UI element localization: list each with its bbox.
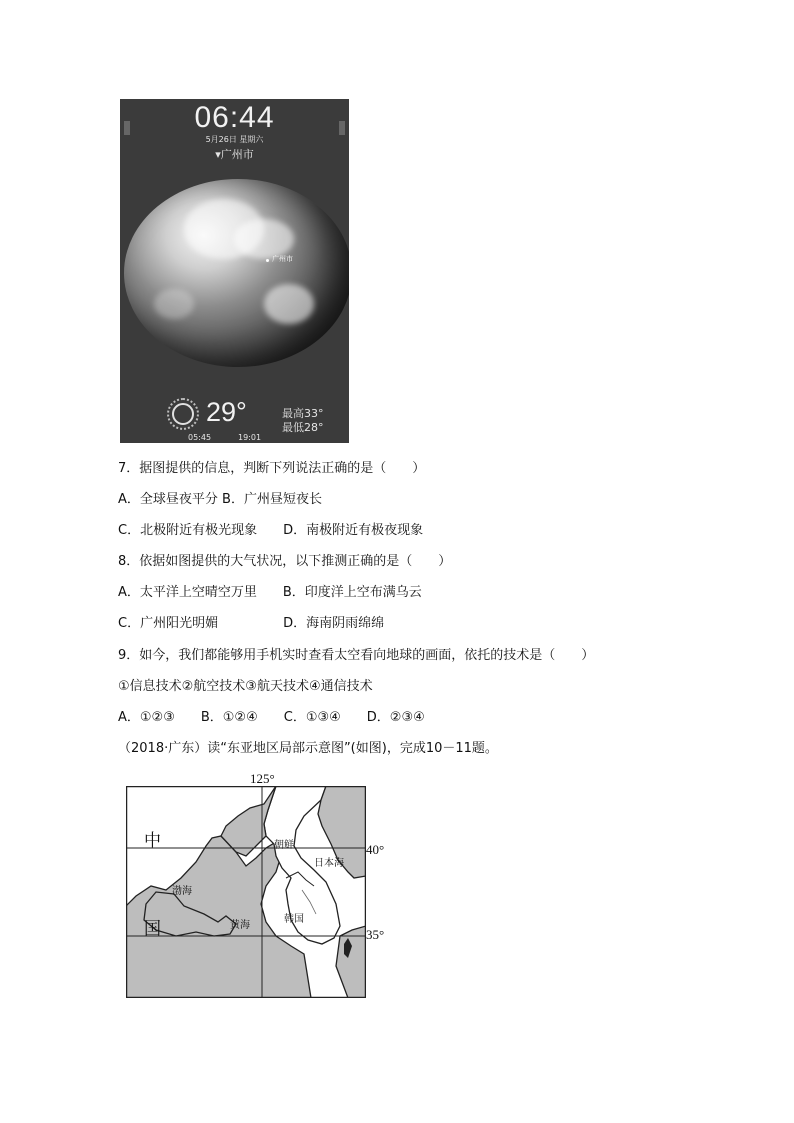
question-8: 8．依据如图提供的大气状况，以下推测正确的是（ ） xyxy=(118,554,452,569)
question-8-options-row-1: A．太平洋上空晴空万里 B．印度洋上空布满乌云 xyxy=(118,585,422,600)
intro-questions-10-11: （2018·广东）读“东亚地区局部示意图”(如图)，完成10－11题。 xyxy=(118,741,498,756)
earth-globe-image xyxy=(124,179,349,367)
east-asia-map xyxy=(126,786,366,998)
latitude-40-label: 40° xyxy=(366,842,385,857)
latitude-35-label: 35° xyxy=(366,927,385,942)
location-city: ▾广州市 xyxy=(215,148,254,161)
globe-city-label: 广州市 xyxy=(272,255,293,263)
question-7-options-row-2: C．北极附近有极光现象 D．南极附近有极夜现象 xyxy=(118,523,424,538)
china-label-2: 国 xyxy=(144,919,161,939)
question-9-options: A．①②③ B．①②④ C．①③④ D．②③④ xyxy=(118,710,425,725)
bohai-label: 渤海 xyxy=(172,886,192,897)
question-9-items: ①信息技术②航空技术③航天技术④通信技术 xyxy=(118,679,373,694)
guangzhou-marker-icon xyxy=(266,259,269,262)
china-label-1: 中 xyxy=(144,831,161,851)
low-temperature: 最低28° xyxy=(282,421,324,434)
yellow-sea-label: 黄海 xyxy=(230,920,250,931)
temperature: 29° xyxy=(206,397,247,427)
phone-screenshot-image xyxy=(120,99,349,443)
question-8-options-row-2: C．广州阳光明媚 D．海南阴雨绵绵 xyxy=(118,616,385,631)
map-drawing xyxy=(126,786,366,998)
clock-time: 06:44 xyxy=(194,101,275,134)
sea-of-japan-label: 日本海 xyxy=(314,858,344,869)
question-7-options-row-1: A．全球昼夜平分 B．广州昼短夜长 xyxy=(118,492,322,507)
question-9: 9．如今，我们都能够用手机实时查看太空看向地球的画面，依托的技术是（ ） xyxy=(118,648,595,663)
sunrise-time: 05:45 xyxy=(188,433,212,442)
south-korea-label: 韩国 xyxy=(284,914,304,925)
question-7: 7．据图提供的信息，判断下列说法正确的是（ ） xyxy=(118,461,426,476)
longitude-125-label: 125° xyxy=(250,771,275,786)
north-korea-label: 朝鲜 xyxy=(274,840,294,851)
sun-icon xyxy=(172,403,194,425)
high-temperature: 最高33° xyxy=(282,407,324,420)
clock-date: 5月26日 星期六 xyxy=(205,135,264,144)
sunset-time: 19:01 xyxy=(238,433,262,442)
